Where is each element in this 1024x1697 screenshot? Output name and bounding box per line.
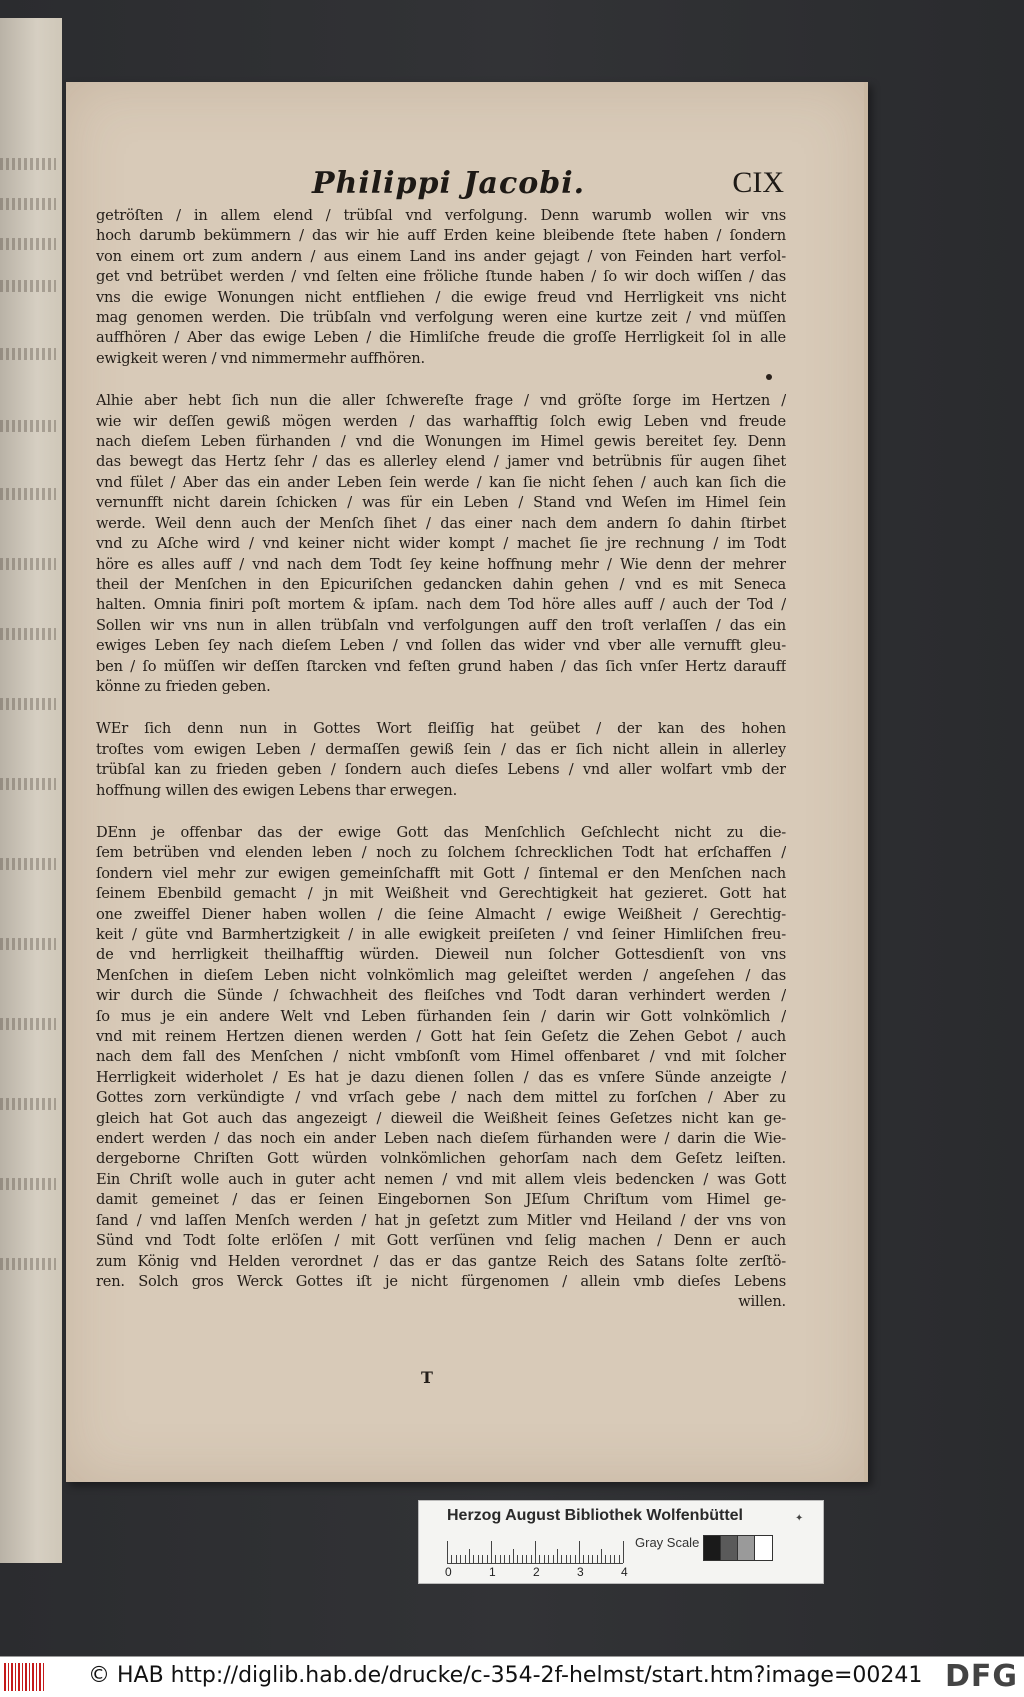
text-line: ren. Solch gros Werck Gottes iſt je nicht fürgenomen / allein vmb dieſes Lebens — [96, 1272, 786, 1290]
ruler-tick — [451, 1555, 452, 1563]
text-line: vnd fület / Aber das ein ander Leben ſein werde / kan ſie nicht ſehen / auch kan ſich die — [96, 473, 786, 491]
ruler-tick — [487, 1555, 488, 1563]
target-mark-icon: ✦ — [795, 1513, 804, 1524]
ruler-tick — [517, 1555, 518, 1563]
text-line: werde. Weil denn auch der Menſch ſihet / das einer nach dem andern ſo dahin ſtirbet — [96, 514, 786, 532]
text-line: getröſten / in allem elend / trübſal vnd verfolgung. Denn warumb wollen wir vns — [96, 207, 786, 224]
ruler-tick — [610, 1555, 611, 1563]
ruler-tick — [619, 1555, 620, 1563]
ruler-tick — [614, 1555, 615, 1563]
text-line: hoch darumb bekümmern / das wir hie auff Erden keine bleibende ſtete haben / ſondern — [96, 227, 786, 245]
page-header — [66, 166, 864, 206]
text-line: DEnn je offenbar das der ewige Gott das Menſchlich Geſchlecht nicht zu die- — [96, 823, 786, 841]
signature-mark: T — [421, 1368, 433, 1387]
ruler-tick — [553, 1555, 554, 1563]
ruler-tick — [575, 1555, 576, 1563]
ruler-tick — [469, 1549, 470, 1563]
text-line: one zweiffel Diener haben wollen / die ſeine Almacht / ewige Weißheit / Gerechtig- — [96, 905, 786, 923]
text-line: trübſal kan zu frieden geben / ſondern auch dieſes Lebens / vnd aller wolfart vmb der — [96, 761, 786, 779]
ruler-tick — [522, 1555, 523, 1563]
ruler-tick — [535, 1541, 536, 1563]
body-text — [96, 206, 786, 1335]
ruler-tick — [623, 1541, 624, 1563]
ruler-tick — [601, 1549, 602, 1563]
ruler-tick — [605, 1555, 606, 1563]
text-line: von einem ort zum andern / aus einem Land ins ander gejagt / von Feinden hart verfol- — [96, 247, 786, 265]
ruler-tick — [482, 1555, 483, 1563]
text-line: de vnd herrligkeit theilhafftig würden. Dieweil nun ſolcher Gottesdienſt von vns — [96, 946, 786, 964]
ruler-tick — [460, 1555, 461, 1563]
text-line: nach dem fall des Menſchen / nicht vmbſonſt vom Himel offenbaret / vnd mit ſolcher — [96, 1048, 786, 1066]
ruler-tick — [592, 1555, 593, 1563]
text-line: ſand / vnd laſſen Menſch werden / hat jn geſetzt zum Mitler vnd Heiland / der vns von — [96, 1211, 786, 1229]
text-line: auffhören / Aber das ewige Leben / die Himliſche freude die groſſe Herrligkeit ſol in alle — [96, 329, 786, 347]
text-line: get vnd betrübet werden / vnd ſelten eine fröliche ſtunde haben / ſo wir doch wiſſen / das — [96, 268, 786, 286]
text-line: höre es alles auff / vnd nach dem Todt ſey keine hoffnung mehr / Wie denn der mehrer — [96, 555, 786, 573]
text-line: gleich hat Got auch das angezeigt / dieweil die Weißheit ſeines Geſetzes nicht kan ge- — [96, 1109, 786, 1127]
ruler-tick — [495, 1555, 496, 1563]
text-line: halten. Omnia finiri poſt mortem & ipſam. nach dem Tod höre alles auff / auch der Tod / — [96, 596, 786, 614]
folio-number: CIX — [732, 166, 784, 199]
ruler-number: 2 — [533, 1565, 540, 1579]
text-line: ſeinem Ebenbild gemacht / jn mit Weißheit vnd Gerechtigkeit hat gezieret. Gott hat — [96, 885, 786, 903]
text-line: könne zu frieden geben. — [96, 677, 271, 695]
barcode-icon — [4, 1663, 46, 1691]
ruler-tick — [500, 1555, 501, 1563]
text-line: troſtes vom ewigen Leben / dermaſſen gewiß ſein / das er ſich nicht allein in allerley — [96, 740, 786, 758]
text-line: zum König vnd Helden verordnet / das er das gantze Reich des Satans ſolte zerſtö- — [96, 1252, 786, 1270]
ruler-tick — [597, 1555, 598, 1563]
text-line: vnd zu Aſche wird / vnd keiner nicht wider kompt / machet ſie jre rechnung / im Todt — [96, 535, 786, 553]
ruler-number: 4 — [621, 1565, 628, 1579]
ruler-tick — [531, 1555, 532, 1563]
text-line: ſondern viel mehr zur ewigen gemeinſchafft mit Gott / ſintemal er den Menſchen nach — [96, 864, 786, 882]
text-line: Alhie aber hebt ſich nun die aller ſchwereſte frage / vnd gröſte ſorge im Hertzen / — [96, 392, 786, 410]
ruler-tick — [544, 1555, 545, 1563]
ruler-number: 3 — [577, 1565, 584, 1579]
target-title: Herzog August Bibliothek Wolfenbüttel — [447, 1507, 743, 1524]
ruler-tick — [526, 1555, 527, 1563]
ruler-tick — [447, 1541, 448, 1563]
dfg-logo: DFG — [944, 1659, 1018, 1694]
text-line: Sünd vnd Todt ſolte erlöſen / mit Gott verſünen vnd ſelig machen / Denn er auch — [96, 1232, 786, 1250]
footer-url[interactable]: © HAB http://diglib.hab.de/drucke/c-354-2f-helmst/start.htm?image=00241 — [88, 1663, 923, 1688]
running-title: Philippi Jacobi. — [312, 166, 586, 201]
ruler-tick — [539, 1555, 540, 1563]
ruler-tick — [513, 1549, 514, 1563]
ruler-tick — [491, 1541, 492, 1563]
ruler-tick — [504, 1555, 505, 1563]
text-line: nach dieſem Leben fürhanden / vnd die Wonungen im Himel gewis bereitet ſey. Denn — [96, 433, 786, 451]
footer-bar — [0, 1656, 1024, 1697]
text-line: ewiges Leben ſey nach dieſem Leben / vnd ſollen das wider vnd vber alle vernufft gleu- — [96, 637, 786, 655]
ruler-tick — [588, 1555, 589, 1563]
text-line: wie wir deſſen gewiß mögen werden / das warhafftig ſolch ewig Leben vnd freude — [96, 412, 786, 430]
text-line: ben / ſo müſſen wir deſſen ſtarcken vnd feſten grund haben / das ſich vnſer Hertz darauff — [96, 657, 786, 675]
paragraph — [96, 206, 786, 369]
ruler-tick — [579, 1541, 580, 1563]
text-line: theil der Menſchen in den Epicuriſchen gedancken dahin gehen / vnd es mit Seneca — [96, 575, 786, 593]
facing-page-edge — [0, 18, 62, 1563]
text-line: Herrligkeit widerholet / Es hat je dazu dienen ſollen / das es vnſere Sünde anzeigte / — [96, 1068, 786, 1086]
ruler-tick — [561, 1555, 562, 1563]
text-line: keit / güte vnd Barmhertzigkeit / in alle ewigkeit preiſeten / vnd ſeiner Himliſchen freu- — [96, 926, 786, 943]
ruler-tick — [478, 1555, 479, 1563]
text-line: willen. — [738, 1293, 786, 1311]
text-line: endert werden / das noch ein ander Leben nach dieſem fürhanden were / darin die Wie- — [96, 1130, 786, 1148]
text-line: ewigkeit weren / vnd nimmermehr auffhören. — [96, 349, 425, 367]
text-line: vns die ewige Wonungen nicht entfliehen / die ewige freud vnd Herrligkeit vns nicht — [96, 288, 786, 306]
text-line: Ein Chriſt wolle auch in guter acht nemen / vnd mit allem vleis bedencken / was Gott — [96, 1170, 786, 1188]
paragraph — [96, 719, 786, 801]
ruler-tick — [465, 1555, 466, 1563]
ruler-tick — [583, 1555, 584, 1563]
text-line: vernunfft nicht darein ſchicken / was für ein Leben / Stand vnd Weſen im Himel ſein — [96, 494, 786, 512]
color-target-card — [418, 1500, 824, 1584]
ruler-tick — [570, 1555, 571, 1563]
ruler-tick — [548, 1555, 549, 1563]
ruler-tick — [566, 1555, 567, 1563]
book-page — [66, 82, 868, 1482]
ruler-tick — [509, 1555, 510, 1563]
text-line: damit gemeinet / das er ſeinen Eingebornen Son JEſum Chriſtum vom Himel ge- — [96, 1191, 786, 1209]
ruler-tick — [473, 1555, 474, 1563]
text-line: ſo mus je ein andere Welt vnd Leben fürhanden ſein / darin wir Gott volnkömlich / — [96, 1007, 786, 1025]
scale-ruler — [447, 1537, 623, 1564]
text-line: Menſchen in dieſem Leben nicht volnkömlich mag geleiſtet werden / angeſehen / das — [96, 966, 786, 984]
text-line: wir durch die Sünde / ſchwachheit des fleiſches vnd Todt daran verhindert werden / — [96, 987, 786, 1005]
text-line: Sollen wir vns nun in allen trübſaln vnd verfolgungen auff den troſt verlaſſen / das ein — [96, 616, 786, 634]
ruler-tick — [456, 1555, 457, 1563]
paragraph — [96, 823, 786, 1313]
ruler-number: 1 — [489, 1565, 496, 1579]
text-line: WEr ſich denn nun in Gottes Wort fleiſſig hat geübet / der kan des hohen — [96, 720, 786, 738]
ruler-number: 0 — [445, 1565, 452, 1579]
text-line: Gottes zorn verkündigte / vnd vrſach gebe / nach dem mittel zu forſchen / Aber zu — [96, 1089, 786, 1107]
text-line: mag genomen werden. Die trübſaln vnd verfolgung weren eine kurtze zeit / vnd müſſen — [96, 309, 786, 327]
gray-swatch — [754, 1535, 773, 1561]
text-line: hoffnung willen des ewigen Lebens thar erwegen. — [96, 781, 458, 799]
text-line: ſem betrüben vnd elenden leben / noch zu ſolchem ſchrecklichen Todt hat erſchaffen / — [96, 844, 786, 862]
text-line: das bewegt das Hertz ſehr / das es allerley elend / jamer vnd betrübnis für augen ſihet — [96, 453, 786, 471]
text-line: dergeborne Chriſten Gott würden volnkömlichen gehorſam nach dem Geſetz leiſten. — [96, 1150, 786, 1168]
ruler-tick — [557, 1549, 558, 1563]
text-line: vnd mit reinem Hertzen dienen werden / Gott hat ſein Geſetz die Zehen Gebot / auch — [96, 1028, 786, 1046]
paragraph — [96, 391, 786, 697]
gray-scale-label: Gray Scale — [635, 1535, 700, 1550]
